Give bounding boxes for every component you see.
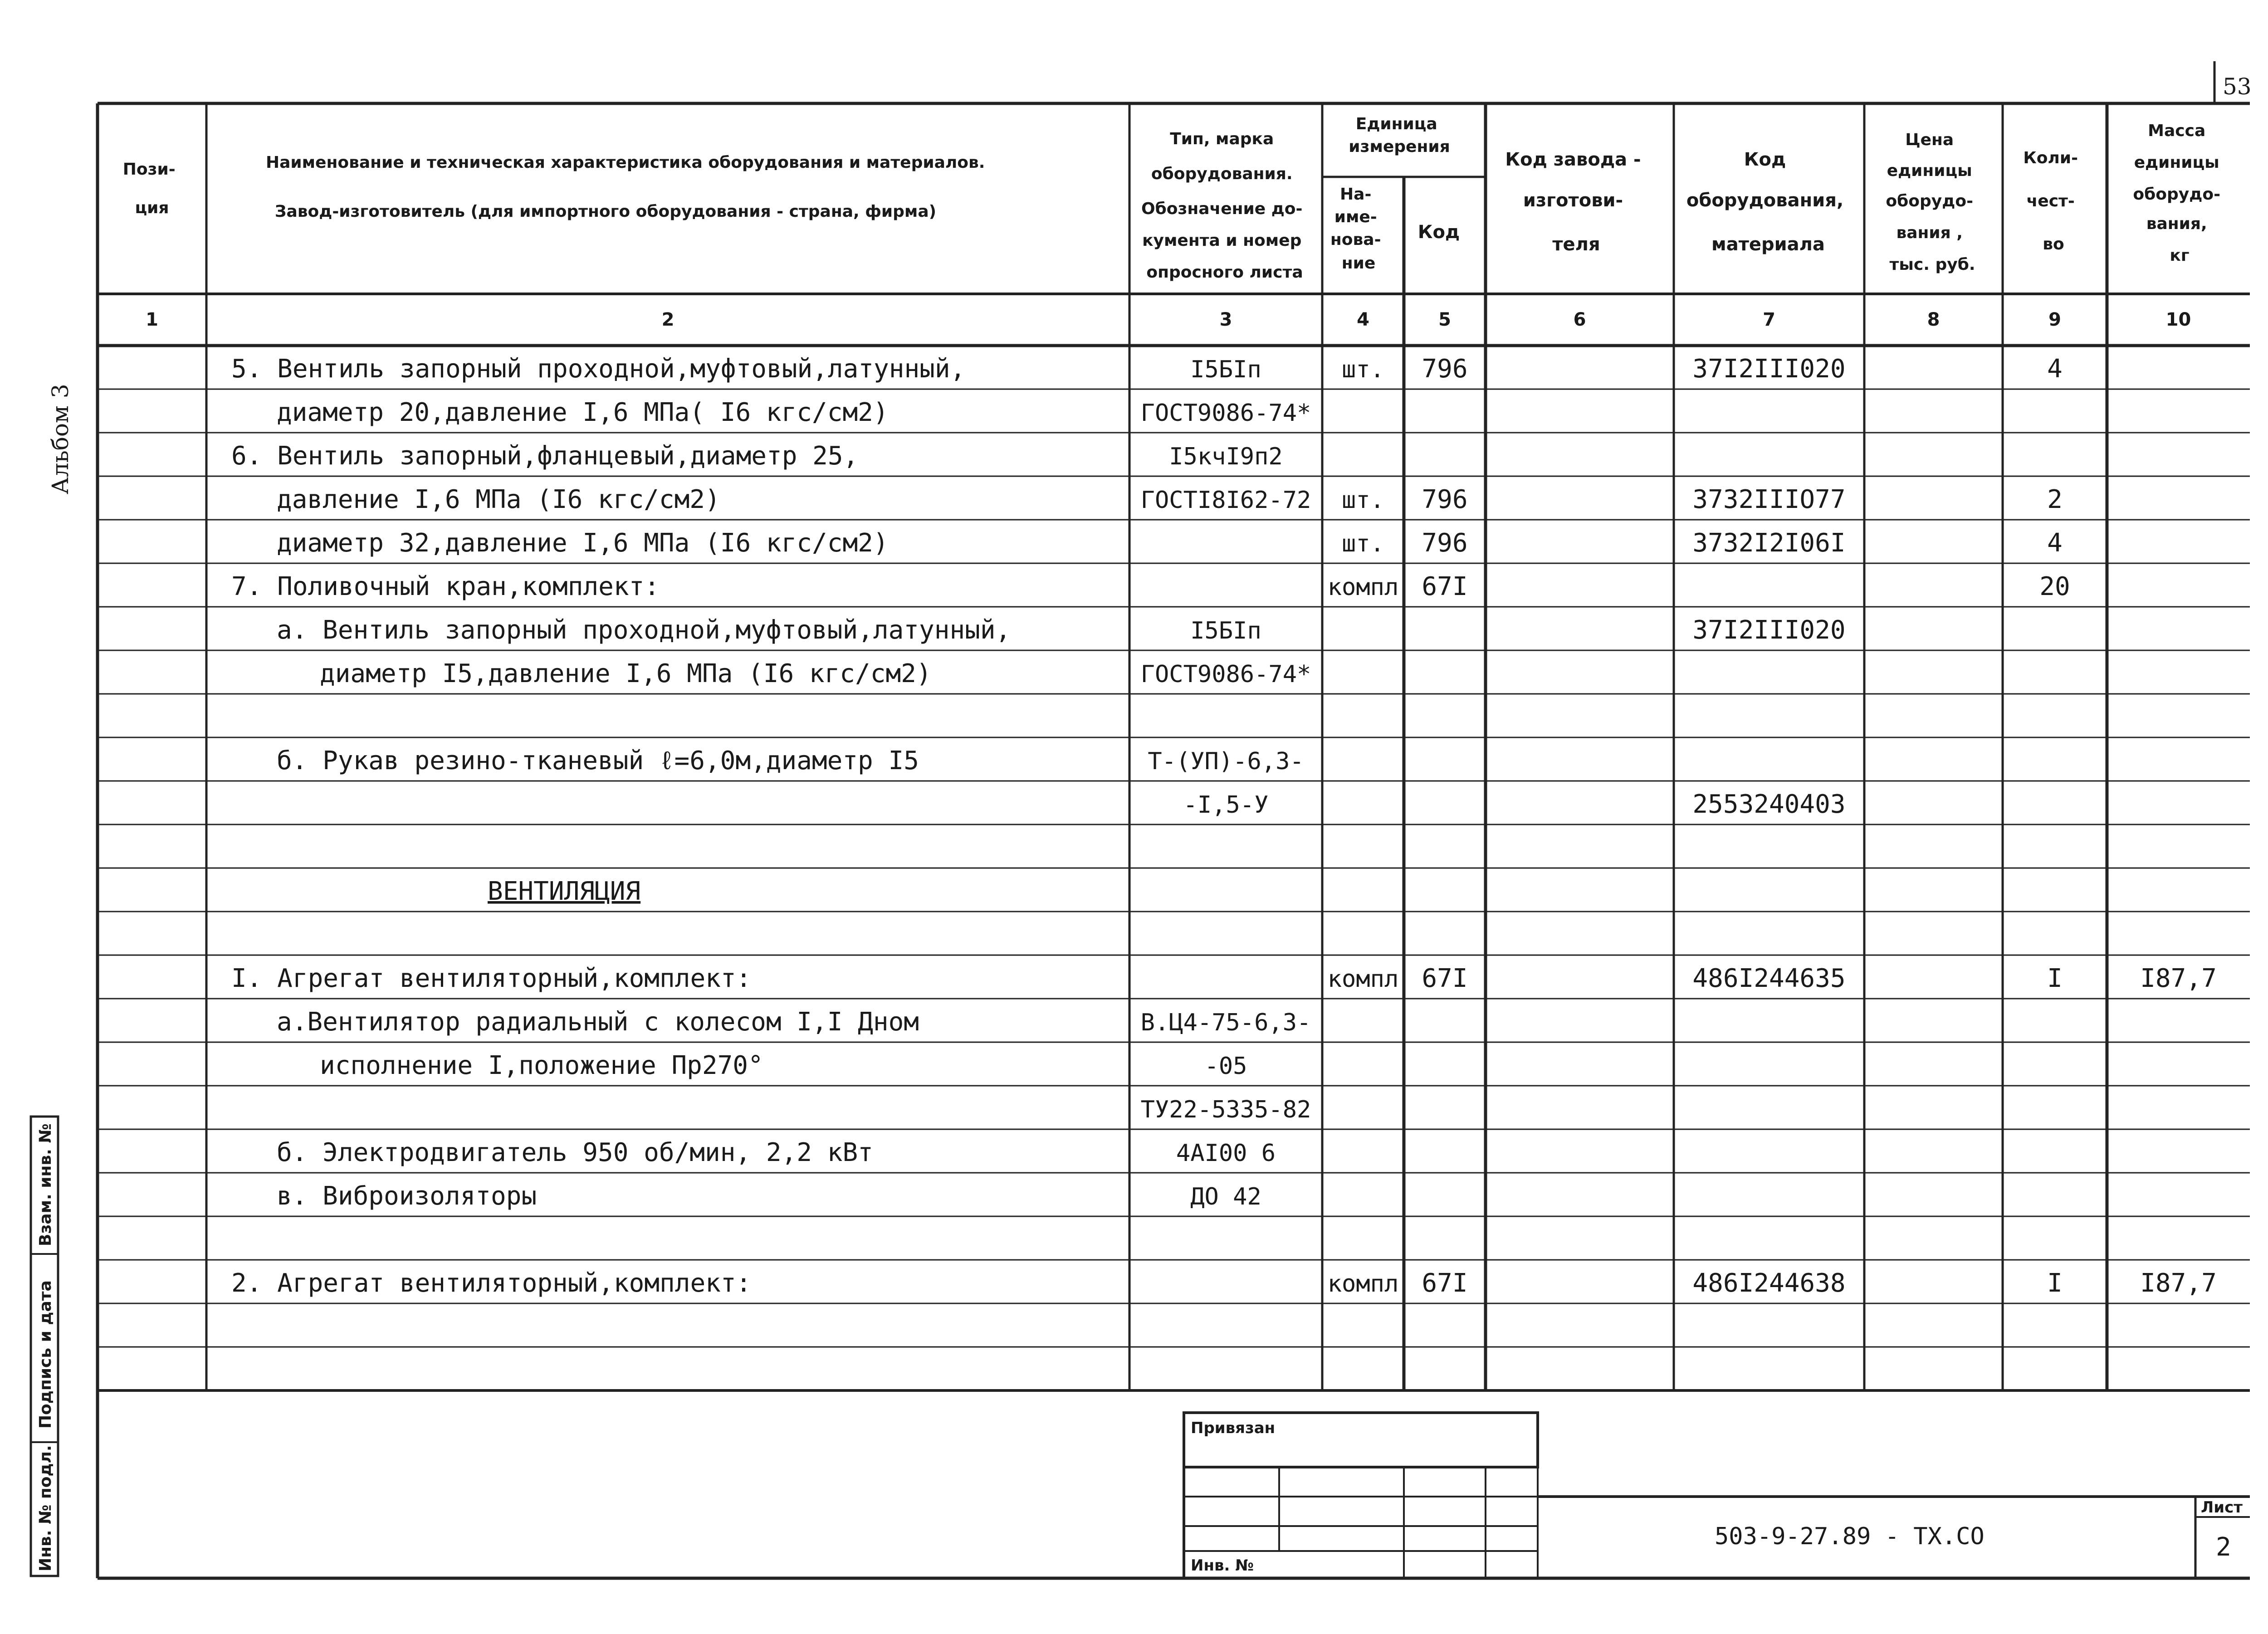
column-number: 3 [1219, 309, 1232, 330]
item-name: б. Электродвигатель 950 об/мин, 2,2 кВт [277, 1138, 873, 1167]
margin-vzam-inv: Взам. инв. № [36, 1123, 55, 1246]
item-quantity: I [2047, 1268, 2063, 1298]
item-mass: I87,7 [2140, 964, 2217, 993]
column-number: 2 [661, 309, 675, 330]
item-name: диаметр 32,давление I,6 МПа (I6 кгс/см2) [277, 528, 889, 558]
header-col10: Масса единицы оборудо- вания, кг [2133, 122, 2221, 265]
item-unit-code: 67I [1422, 1268, 1468, 1298]
item-name: исполнение I,положение Пр270° [320, 1051, 763, 1080]
item-name: а. Вентиль запорный проходной,муфтовый,латунный, [277, 615, 1011, 645]
column-number: 4 [1357, 309, 1369, 330]
item-unit: шт. [1342, 356, 1384, 383]
table-row [277, 398, 1311, 427]
table-row [277, 746, 1304, 776]
header-col6: Код завода - изготови- теля [1505, 149, 1641, 255]
item-unit: компл [1327, 966, 1399, 993]
column-number: 1 [146, 309, 158, 330]
item-type: В.Ц4-75-6,3- [1140, 1009, 1311, 1036]
item-name: 6. Вентиль запорный,фланцевый,диаметр 25, [231, 441, 859, 471]
item-unit: компл [1327, 1270, 1399, 1297]
item-unit: компл [1327, 574, 1399, 601]
column-number: 9 [2048, 309, 2061, 330]
item-quantity: I [2047, 964, 2063, 993]
table-row [320, 659, 1311, 688]
item-type: I5кчI9п2 [1169, 443, 1283, 470]
item-unit-code: 67I [1422, 572, 1468, 601]
item-type: ГОСТ9086-74* [1140, 661, 1311, 688]
column-number: 10 [2165, 309, 2191, 330]
document-code: 503-9-27.89 - ТХ.СО [1715, 1523, 1984, 1550]
item-type: Т-(УП)-6,3- [1148, 748, 1304, 775]
sheet-label: Лист [2201, 1498, 2243, 1517]
item-name: б. Рукав резино-тканевый ℓ=6,0м,диаметр I5 [277, 746, 919, 776]
item-type: ТУ22-5335-82 [1140, 1096, 1311, 1123]
item-type: I5БIп [1190, 617, 1261, 644]
item-unit-code: 796 [1422, 354, 1468, 384]
item-quantity: 4 [2047, 528, 2063, 558]
item-equipment-code: 37I2III020 [1692, 615, 1846, 645]
stamp-inv-no: Инв. № [1191, 1556, 1254, 1575]
stamp-privyazan: Привязан [1191, 1419, 1276, 1437]
sheet-number: 2 [2216, 1532, 2231, 1562]
item-quantity: 2 [2047, 485, 2063, 514]
header-col2: Наименование и техническая характеристика оборудования и материалов. Завод-изготовитель (для импортного оборудования - страна, фирма) [265, 153, 985, 221]
column-number: 7 [1763, 309, 1775, 330]
margin-podpis-data: Подпись и дата [36, 1280, 55, 1429]
item-type: ГОСТI8I62-72 [1140, 487, 1311, 514]
item-quantity: 20 [2039, 572, 2070, 601]
item-name: 5. Вентиль запорный проходной,муфтовый,латунный, [231, 354, 966, 384]
item-type: -05 [1204, 1053, 1247, 1080]
header-col9: Коли- чест- во [2023, 149, 2078, 254]
item-equipment-code: 486I244635 [1692, 964, 1846, 993]
item-equipment-code: 3732I2I06I [1692, 528, 1846, 558]
item-type: 4АI00 6 [1176, 1140, 1276, 1167]
header-col7: Код оборудования, материала [1686, 149, 1844, 255]
column-number: 6 [1573, 309, 1586, 330]
item-type: ГОСТ9086-74* [1140, 400, 1311, 427]
item-type: I5БIп [1190, 356, 1261, 383]
item-equipment-code: 37I2III020 [1692, 354, 1846, 384]
item-unit-code: 67I [1422, 964, 1468, 993]
header-col4: На- име- нова- ние [1330, 185, 1381, 273]
item-quantity: 4 [2047, 354, 2063, 384]
item-unit-code: 796 [1422, 528, 1468, 558]
table-row [277, 1007, 1311, 1037]
table-row [488, 877, 640, 906]
table-row [1141, 1096, 1311, 1123]
header-col8: Цена единицы оборудо- вания , тыс. руб. [1886, 131, 1975, 274]
item-name: 2. Агрегат вентиляторный,комплект: [231, 1268, 752, 1298]
item-name: диаметр I5,давление I,6 МПа (I6 кгс/см2) [320, 659, 932, 688]
margin-inv-podl: Инв. № подл. [36, 1445, 55, 1571]
item-unit-code: 796 [1422, 485, 1468, 514]
item-name: в. Виброизоляторы [277, 1181, 537, 1211]
item-equipment-code: 2553240403 [1692, 790, 1846, 819]
item-equipment-code: 486I244638 [1692, 1268, 1846, 1298]
item-unit: шт. [1342, 530, 1384, 557]
column-number: 5 [1438, 309, 1451, 330]
header-col3: Тип, марка оборудования. Обозначение до- кумента и номер опросного листа [1141, 130, 1303, 282]
header-col1: Пози- ция [122, 160, 176, 217]
item-unit: шт. [1342, 487, 1384, 514]
item-name: а.Вентилятор радиальный с колесом I,I Дном [277, 1007, 919, 1037]
column-number: 8 [1927, 309, 1940, 330]
header-col5: Код [1418, 222, 1460, 243]
table-row [277, 485, 2063, 514]
item-type: ДО 42 [1190, 1183, 1261, 1210]
page-number: 53 [2223, 73, 2252, 100]
item-name: давление I,6 МПа (I6 кгс/см2) [277, 485, 720, 514]
album-label: Альбом 3 [47, 384, 73, 494]
item-name: диаметр 20,давление I,6 МПа( I6 кгс/см2) [277, 398, 889, 427]
item-mass: I87,7 [2140, 1268, 2217, 1298]
item-name: 7. Поливочный кран,комплект: [231, 572, 660, 601]
item-type: -I,5-У [1183, 791, 1269, 819]
item-name: I. Агрегат вентиляторный,комплект: [231, 964, 752, 993]
section-heading: ВЕНТИЛЯЦИЯ [488, 877, 641, 906]
header-unit-group: Единица измерения [1349, 115, 1450, 156]
item-equipment-code: 3732IIIO77 [1692, 485, 1846, 514]
